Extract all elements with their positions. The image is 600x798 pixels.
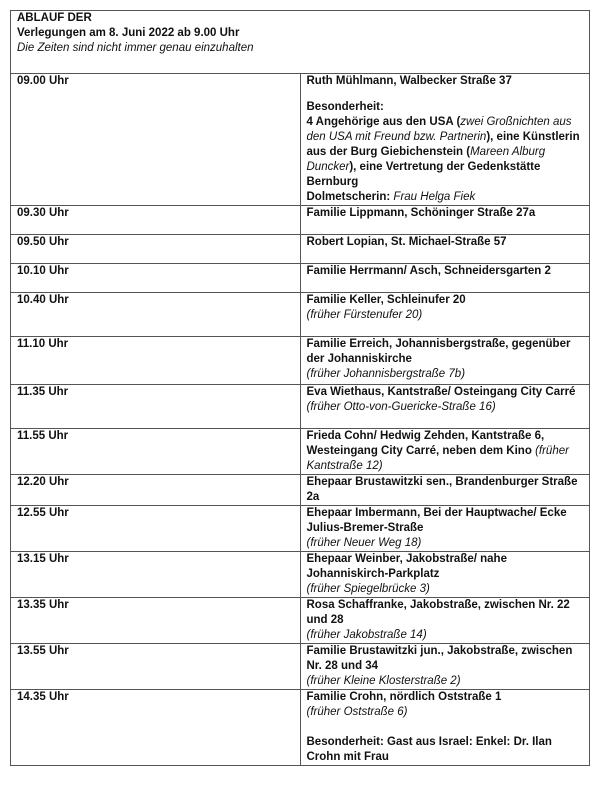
entry-title: Familie Keller, Schleinufer 20 [306,294,466,306]
description-cell [300,506,590,552]
description-cell [300,235,590,264]
entry-title: Robert Lopian, St. Michael-Straße 57 [306,236,507,248]
description-cell [300,206,590,235]
time-cell: 09.30 Uhr [11,206,301,235]
schedule-table [10,10,590,766]
time-cell: 12.20 Uhr [11,475,301,506]
former-address: (früher Oststraße 6) [306,706,408,718]
entry-title: Ehepaar Brustawitzki sen., Brandenburger Straße 2a [306,476,578,503]
entry-title: Frieda Cohn/ Hedwig Zehden, Kantstraße 6, Westeingang City Carré, neben dem Kino (früher Kantstraße 12) [306,430,569,472]
table-row [11,235,590,264]
description-cell [300,598,590,644]
former-address: (früher Spiegelbrücke 3) [306,583,430,595]
table-row [11,598,590,644]
table-row [11,644,590,690]
former-address: (früher Johannisbergstraße 7b) [306,368,466,380]
description-cell [300,337,590,385]
description-cell [300,74,590,206]
table-row [11,206,590,235]
time-cell: 09.50 Uhr [11,235,301,264]
special-details: 4 Angehörige aus den USA (zwei Großnichten aus den USA mit Freund bzw. Partnerin), eine Künstlerin aus der Burg Giebichenstein (Mareen Alburg Duncker), eine Vertretung der Gedenkstätte Bernburg [306,116,580,188]
entry-title: Familie Crohn, nördlich Oststraße 1 [306,691,502,703]
description-cell [300,552,590,598]
former-address: (früher Kleine Klosterstraße 2) [306,675,461,687]
table-row [11,293,590,337]
former-address: (früher Fürstenufer 20) [306,309,423,321]
entry-title: Rosa Schaffranke, Jakobstraße, zwischen Nr. 22 und 28 [306,599,570,626]
time-cell: 11.35 Uhr [11,385,301,429]
table-row [11,475,590,506]
table-row [11,506,590,552]
former-address: (früher Jakobstraße 14) [306,629,427,641]
description-cell [300,264,590,293]
entry-title: Familie Brustawitzki jun., Jakobstraße, zwischen Nr. 28 und 34 [306,645,573,672]
time-cell: 13.55 Uhr [11,644,301,690]
former-address: (früher Otto-von-Guericke-Straße 16) [306,401,496,413]
description-cell [300,293,590,337]
table-row [11,552,590,598]
former-address: (früher Neuer Weg 18) [306,537,422,549]
header-row [11,11,590,74]
entry-title: Ruth Mühlmann, Walbecker Straße 37 [306,75,512,87]
table-row [11,337,590,385]
entry-title: Familie Lippmann, Schöninger Straße 27a [306,207,536,219]
description-cell [300,690,590,766]
entry-title: Ehepaar Imbermann, Bei der Hauptwache/ Ecke Julius-Bremer-Straße [306,507,567,534]
entry-title: Eva Wiethaus, Kantstraße/ Osteingang City Carré [306,386,576,398]
table-row [11,74,590,206]
time-cell: 14.35 Uhr [11,690,301,766]
special-label: Besonderheit: [306,101,384,113]
description-cell [300,644,590,690]
interpreter-line: Dolmetscherin: Frau Helga Fiek [306,191,476,203]
table-row [11,385,590,429]
table-row [11,264,590,293]
timing-note: Die Zeiten sind nicht immer genau einzuhalten [17,42,254,54]
description-cell [300,475,590,506]
entry-title: Familie Herrmann/ Asch, Schneidersgarten 2 [306,265,551,277]
former-address: (früher Kantstraße 12) [306,445,569,472]
time-cell: 10.40 Uhr [11,293,301,337]
special-note: Besonderheit: Gast aus Israel: Enkel: Dr. Ilan Crohn mit Frau [306,736,552,763]
time-cell: 13.15 Uhr [11,552,301,598]
description-cell [300,385,590,429]
time-cell: 12.55 Uhr [11,506,301,552]
document-subtitle: Verlegungen am 8. Juni 2022 ab 9.00 Uhr [17,27,240,39]
schedule-document [10,10,590,788]
time-cell: 09.00 Uhr [11,74,301,206]
description-cell [300,429,590,475]
time-cell: 13.35 Uhr [11,598,301,644]
time-cell: 11.55 Uhr [11,429,301,475]
time-cell: 11.10 Uhr [11,337,301,385]
header-cell [11,11,590,74]
entry-title: Familie Erreich, Johannisbergstraße, gegenüber der Johanniskirche [306,338,571,365]
time-cell: 10.10 Uhr [11,264,301,293]
table-row [11,690,590,766]
document-title: ABLAUF DER [17,12,92,24]
entry-title: Ehepaar Weinber, Jakobstraße/ nahe Johanniskirch-Parkplatz [306,553,507,580]
table-row [11,429,590,475]
